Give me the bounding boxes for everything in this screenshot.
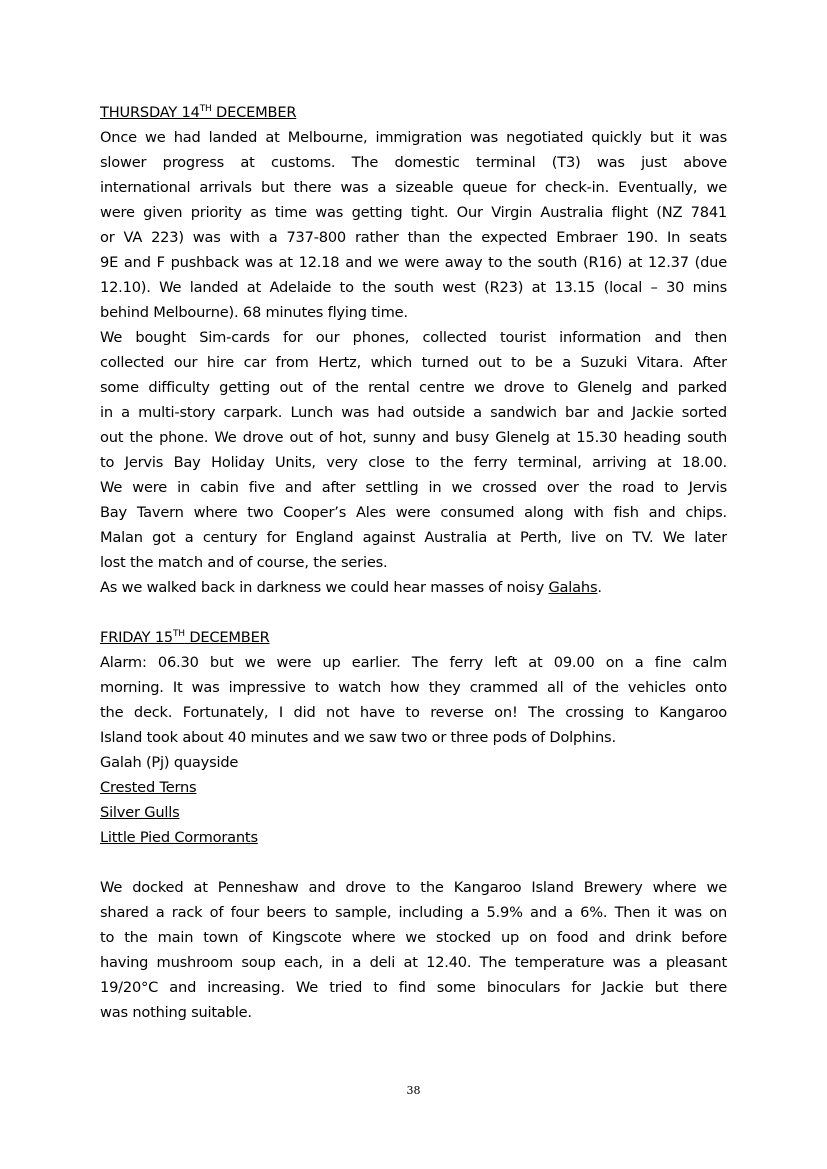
bird-list-item — [100, 825, 727, 850]
bird-name: Galah (Pj) quayside — [100, 754, 239, 771]
text-line: some difficulty getting out of the rental centre we drove to Glenelg and parked — [100, 379, 727, 396]
text-line: Island took about 40 minutes and we saw two or three pods of Dolphins. — [100, 729, 616, 746]
text-line: collected our hire car from Hertz, which turned out to be a Suzuki Vitara. After — [100, 354, 727, 371]
heading-ordinal: TH — [199, 104, 212, 114]
text-line: Malan got a century for England against Australia at Perth, live on TV. We later — [100, 529, 727, 546]
bird-list-item — [100, 775, 727, 800]
heading-ordinal: TH — [173, 629, 185, 639]
heading-text: THURSDAY 14 — [100, 104, 200, 121]
bird-list-item — [100, 750, 727, 775]
heading-text: DECEMBER — [184, 629, 270, 646]
paragraph-kingscote — [100, 875, 727, 1025]
text-line: slower progress at customs. The domestic terminal (T3) was just above — [100, 154, 727, 171]
text-line: lost the match and of course, the series. — [100, 554, 388, 571]
text-line: to the main town of Kingscote where we stocked up on food and drink before — [100, 929, 727, 946]
text: As we walked back in darkness we could hear masses of noisy — [100, 579, 549, 596]
text-line: We docked at Penneshaw and drove to the Kangaroo Island Brewery where we — [100, 879, 727, 896]
heading-text: DECEMBER — [211, 104, 297, 121]
day-heading-thursday — [100, 100, 727, 125]
text-line: was nothing suitable. — [100, 1004, 252, 1021]
bird-list — [100, 750, 727, 850]
bird-name: Crested Terns — [100, 779, 197, 796]
bird-name: Silver Gulls — [100, 804, 180, 821]
text-line: shared a rack of four beers to sample, including a 5.9% and a 6%. Then it was on — [100, 904, 727, 921]
bird-list-item — [100, 800, 727, 825]
text: . — [597, 579, 602, 596]
text-line: We bought Sim-cards for our phones, collected tourist information and then — [100, 329, 727, 346]
paragraph-ferry — [100, 650, 727, 750]
text-line: 9E and F pushback was at 12.18 and we were away to the south (R16) at 12.37 (due — [100, 254, 727, 271]
text-line: Once we had landed at Melbourne, immigration was negotiated quickly but it was — [100, 129, 727, 146]
text-line: out the phone. We drove out of hot, sunny and busy Glenelg at 15.30 heading south — [100, 429, 727, 446]
text-line: Alarm: 06.30 but we were up earlier. The ferry left at 09.00 on a fine calm — [100, 654, 727, 671]
text-line: We were in cabin five and after settling in we crossed over the road to Jervis — [100, 479, 727, 496]
text-line: Bay Tavern where two Cooper’s Ales were consumed along with fish and chips. — [100, 504, 727, 521]
paragraph-galahs — [100, 575, 727, 600]
text-line: 19/20°C and increasing. We tried to find some binoculars for Jackie but there — [100, 979, 727, 996]
bird-name: Little Pied Cormorants — [100, 829, 258, 846]
heading-text: FRIDAY 15 — [100, 629, 173, 646]
text-line: the deck. Fortunately, I did not have to reverse on! The crossing to Kangaroo — [100, 704, 727, 721]
paragraph-adelaide — [100, 325, 727, 575]
text-line: having mushroom soup each, in a deli at 12.40. The temperature was a pleasant — [100, 954, 727, 971]
bird-name: Galahs — [548, 579, 598, 596]
paragraph-arrival — [100, 125, 727, 325]
text-line: behind Melbourne). 68 minutes flying time. — [100, 304, 408, 321]
text-line: were given priority as time was getting tight. Our Virgin Australia flight (NZ 7841 — [100, 204, 727, 221]
text-line: or VA 223) was with a 737-800 rather than the expected Embraer 190. In seats — [100, 229, 727, 246]
page-number: 38 — [406, 1084, 421, 1097]
text-line: international arrivals but there was a sizeable queue for check-in. Eventually, we — [100, 179, 727, 196]
text-line: in a multi-story carpark. Lunch was had outside a sandwich bar and Jackie sorted — [100, 404, 727, 421]
text-line: to Jervis Bay Holiday Units, very close to the ferry terminal, arriving at 18.00. — [100, 454, 727, 471]
text-line: 12.10). We landed at Adelaide to the south west (R23) at 13.15 (local – 30 mins — [100, 279, 727, 296]
text-line: morning. It was impressive to watch how they crammed all of the vehicles onto — [100, 679, 727, 696]
day-heading-friday — [100, 625, 727, 650]
document-page — [100, 100, 727, 1025]
